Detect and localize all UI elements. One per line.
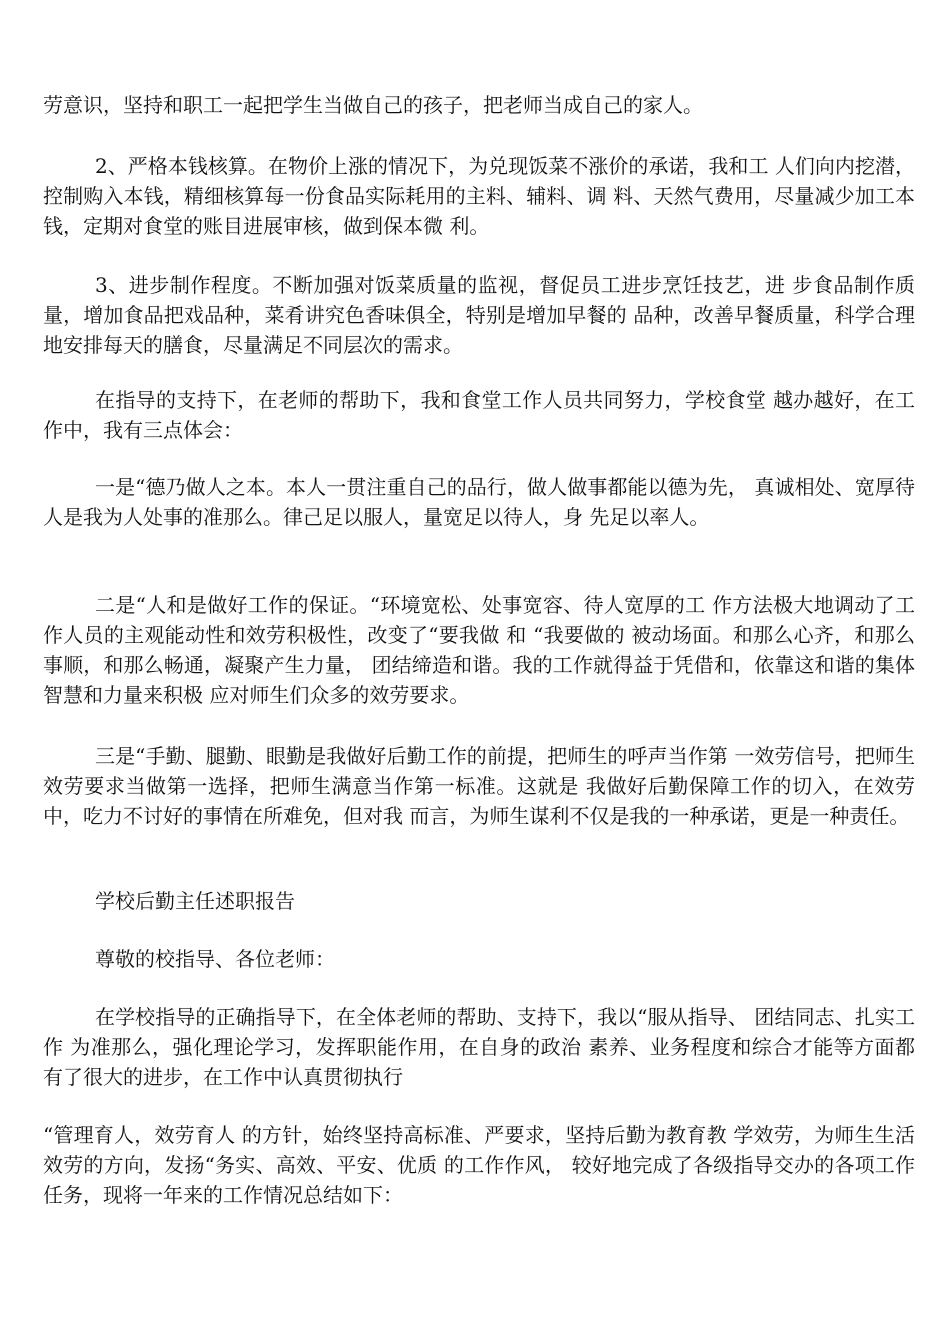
section-title: 学校后勤主任述职报告 [95, 889, 295, 913]
paragraph-5: 一是“德乃做人之本。本人一贯注重自己的品行，做人做事都能以德为先， 真诚相处、宽厚待人是我为人处事的准那么。律己足以服人，量宽足以待人，身 先足以率人。 [43, 475, 915, 529]
paragraph-6: 二是“人和是做好工作的保证。“环境宽松、处事宽容、待人宽厚的工 作方法极大地调动了工作人员的主观能动性和效劳积极性，改变了“要我做 和 “我要做的 被动场面。和那么心齐，和那么事顺，和那么畅通，凝聚产生力量， 团结缔造和谐。我的工作就得益于凭借和，依靠这和谐的集体智慧和力量来积极 应对师生们众多的效劳要求。 [43, 593, 915, 707]
paragraph-3: 3、进步制作程度。不断加强对饭菜质量的监视，督促员工进步烹饪技艺，进 步食品制作质量，增加食品把戏品种，菜肴讲究色香味俱全，特别是增加早餐的 品种，改善早餐质量，科学合理地安排每天的膳食，尽量满足不同层次的需求。 [43, 273, 915, 357]
salutation: 尊敬的校指导、各位老师： [95, 947, 335, 971]
paragraph-9: “管理育人，效劳育人 的方针，始终坚持高标准、严要求，坚持后勤为教育教 学效劳，为师生生活效劳的方向，发扬“务实、高效、平安、优质 的工作作风， 较好地完成了各级指导交办的各项工作任务，现将一年来的工作情况总结如下： [43, 1123, 915, 1207]
paragraph-2: 2、严格本钱核算。在物价上涨的情况下，为兑现饭菜不涨价的承诺，我和工 人们向内挖潜，控制购入本钱，精细核算每一份食品实际耗用的主料、辅料、调 料、天然气费用，尽量减少加工本钱，定期对食堂的账目进展审核，做到保本微 利。 [43, 154, 915, 238]
paragraph-8: 在学校指导的正确指导下，在全体老师的帮助、支持下，我以“服从指导、 团结同志、扎实工作 为准那么，强化理论学习，发挥职能作用，在自身的政治 素养、业务程度和综合才能等方面都有了很大的进步，在工作中认真贯彻执行 [43, 1005, 915, 1089]
paragraph-4: 在指导的支持下，在老师的帮助下，我和食堂工作人员共同努力，学校食堂 越办越好，在工作中，我有三点体会： [43, 388, 915, 442]
paragraph-7: 三是“手勤、腿勤、眼勤是我做好后勤工作的前提，把师生的呼声当作第 一效劳信号，把师生效劳要求当做第一选择，把师生满意当作第一标准。这就是 我做好后勤保障工作的切入，在效劳中，吃力不讨好的事情在所难免，但对我 而言，为师生谋利不仅是我的一种承诺，更是一种责任。 [43, 744, 915, 828]
paragraph-1: 劳意识，坚持和职工一起把学生当做自己的孩子，把老师当成自己的家人。 [43, 93, 703, 117]
